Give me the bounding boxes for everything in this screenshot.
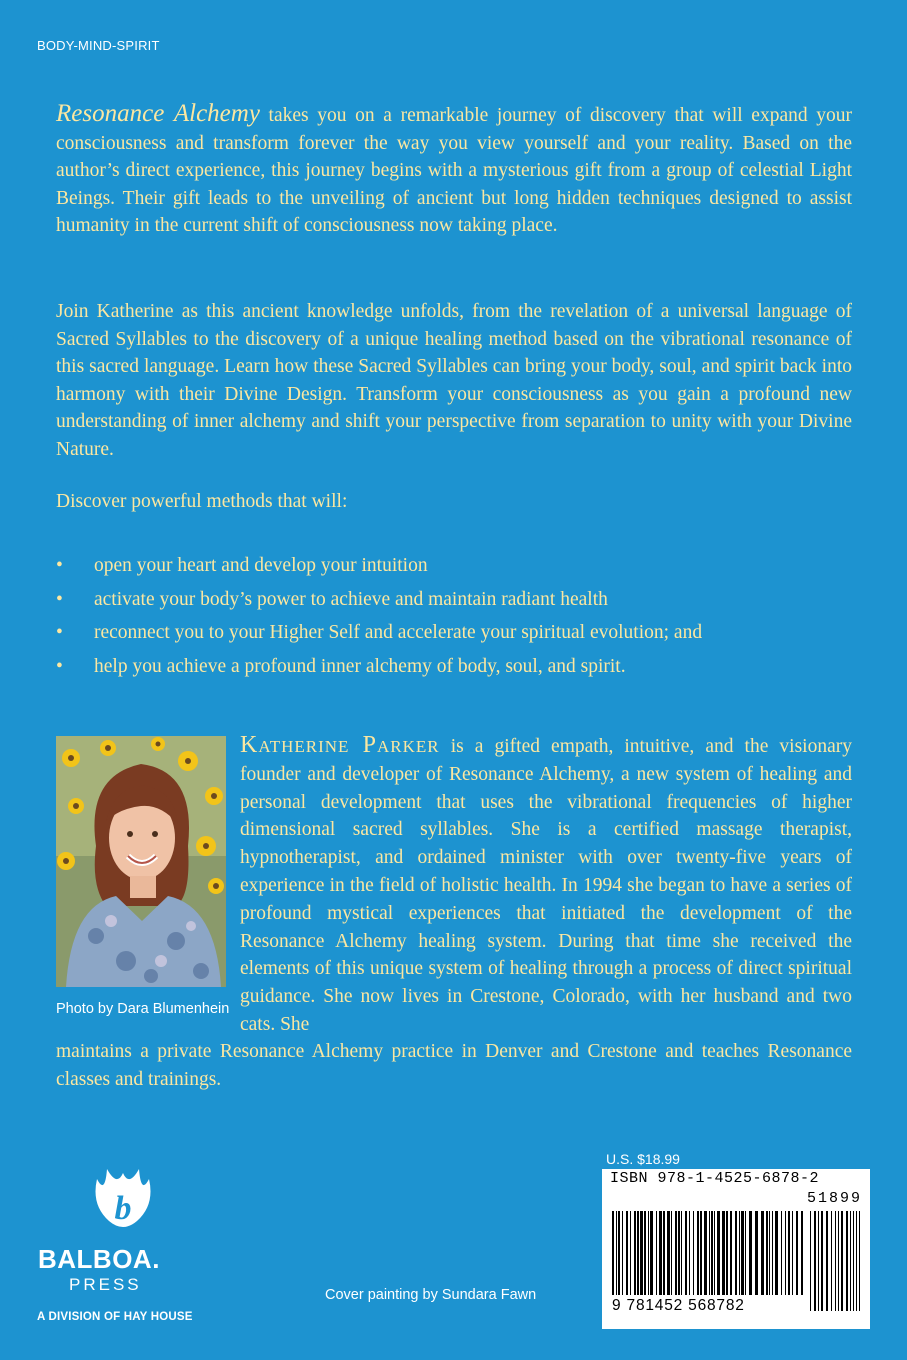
barcode-bar bbox=[730, 1211, 732, 1295]
lotus-icon bbox=[37, 1165, 207, 1245]
barcode-bar bbox=[644, 1211, 646, 1295]
barcode-addon-bar bbox=[846, 1211, 848, 1311]
barcode-bar bbox=[801, 1211, 803, 1295]
barcode-bar bbox=[792, 1211, 793, 1295]
barcode-bar bbox=[704, 1211, 707, 1295]
barcode-addon-bar bbox=[810, 1211, 811, 1311]
publisher-press: PRESS bbox=[69, 1275, 142, 1294]
barcode-bar bbox=[709, 1211, 710, 1295]
barcode-bar bbox=[755, 1211, 758, 1295]
barcode-bar bbox=[775, 1211, 778, 1295]
barcode-bar bbox=[678, 1211, 680, 1295]
author-photo-illustration bbox=[56, 736, 226, 987]
blurb-paragraph-1-text: takes you on a remarkable journey of discovery that will expand your consciousness and transform forever the way you view yourself and your reality. Based on the author’s direct experience, this journey begins with a mysterious gift from a group of celestial Light Beings. Their gift leads to the unveiling of ancient but long hidden techniques designed to assist humanity in the current shift of consciousness now taking place. bbox=[56, 105, 852, 236]
barcode-bar bbox=[637, 1211, 639, 1295]
author-name-rest: ATHERINE bbox=[258, 737, 350, 756]
barcode-addon-bar bbox=[831, 1211, 832, 1311]
barcode-bar bbox=[700, 1211, 702, 1295]
bullet-icon: • bbox=[56, 555, 63, 576]
photo-credit: Photo by Dara Blumenhein bbox=[56, 1001, 230, 1017]
barcode-bar bbox=[681, 1211, 682, 1295]
author-bio-continued: maintains a private Resonance Alchemy practice in Denver and Crestone and teaches Resonance classes and trainings. bbox=[56, 1041, 852, 1090]
barcode-addon-bar bbox=[826, 1211, 828, 1311]
barcode-bar bbox=[761, 1211, 764, 1295]
author-bio bbox=[240, 732, 852, 1039]
author-photo bbox=[56, 736, 226, 987]
barcode-addon-bar bbox=[859, 1211, 860, 1311]
publisher-division: A DIVISION OF HAY HOUSE bbox=[37, 1311, 193, 1323]
barcode-bar bbox=[630, 1211, 631, 1295]
barcode-digits: 9 781452 568782 bbox=[612, 1297, 745, 1314]
barcode-bar bbox=[717, 1211, 720, 1295]
book-title-italic: Resonance Alchemy bbox=[56, 100, 260, 127]
barcode-bar bbox=[612, 1211, 614, 1295]
logo-letter: b bbox=[114, 1190, 132, 1227]
barcode-bar bbox=[659, 1211, 662, 1295]
barcode-bar bbox=[735, 1211, 737, 1295]
list-item bbox=[56, 619, 702, 653]
barcode-bar bbox=[693, 1211, 694, 1295]
barcode-bar bbox=[675, 1211, 677, 1295]
barcode-bar bbox=[663, 1211, 665, 1295]
barcode-bar bbox=[616, 1211, 617, 1295]
barcode-addon-bar bbox=[838, 1211, 839, 1311]
blurb-paragraph-2: Join Katherine as this ancient knowledge unfolds, from the revelation of a universal language of Sacred Syllables to the discovery of a unique healing method based on the vibrational resonance of this sacred language. Learn how these Sacred Syllables can bring your body, soul, and spirit back into harmony with their Divine Design. Transform your consciousness as you gain a profound new understanding of inner alchemy and shift your perspective from separation to unity with your Divine Nature. bbox=[56, 301, 852, 460]
barcode-bar bbox=[667, 1211, 670, 1295]
barcode-bar bbox=[618, 1211, 620, 1295]
blurb-paragraph-1 bbox=[56, 100, 852, 240]
barcode-addon-bar bbox=[818, 1211, 819, 1311]
cover-credit: Cover painting by Sundara Fawn bbox=[325, 1287, 537, 1303]
barcode-bar bbox=[650, 1211, 653, 1295]
barcode-bar bbox=[739, 1211, 740, 1295]
barcode-addon-text: 51899 bbox=[806, 1190, 862, 1207]
barcode-addon-bar bbox=[814, 1211, 816, 1311]
barcode-bar bbox=[714, 1211, 715, 1295]
barcode-addon-bar bbox=[821, 1211, 823, 1311]
barcode-bar bbox=[726, 1211, 728, 1295]
list-item-text: open your heart and develop your intuition bbox=[94, 555, 428, 576]
author-surname-initial: P bbox=[362, 732, 378, 758]
barcode-bar bbox=[697, 1211, 699, 1295]
barcode-addon-bar bbox=[835, 1211, 836, 1311]
barcode-bar bbox=[781, 1211, 782, 1295]
barcode-bar bbox=[689, 1211, 690, 1295]
barcode-bar bbox=[671, 1211, 672, 1295]
bullet-icon: • bbox=[56, 655, 63, 677]
author-surname-rest: ARKER bbox=[377, 737, 440, 756]
list-item bbox=[56, 586, 702, 620]
list-item bbox=[56, 552, 702, 586]
barcode-bar bbox=[640, 1211, 643, 1295]
barcode-bar bbox=[749, 1211, 752, 1295]
list-item-text: reconnect you to your Higher Self and accelerate your spiritual evolution; and bbox=[94, 622, 703, 643]
barcode-bar bbox=[656, 1211, 657, 1295]
barcode-bar bbox=[772, 1211, 773, 1295]
barcode-bar bbox=[769, 1211, 770, 1295]
barcode-addon-bar bbox=[850, 1211, 851, 1311]
barcode-bar bbox=[648, 1211, 649, 1295]
list-item bbox=[56, 653, 702, 687]
barcode-addon-bar bbox=[853, 1211, 854, 1311]
barcode-bar bbox=[788, 1211, 790, 1295]
barcode bbox=[602, 1169, 870, 1329]
methods-list bbox=[56, 552, 702, 686]
barcode-addon-bar bbox=[841, 1211, 843, 1311]
author-bio-text: is a gifted empath, intuitive, and the visionary founder and developer of Resonance Alchemy, a new system of healing and personal development that uses the vibrational frequencies of higher dimensional sacred syllables. She is a certified massage therapist, hypnotherapist, and ordained minister with over twenty-five years of experience in the field of holistic health. In 1994 she began to have a series of profound mystical experiences that initiated the development of the Resonance Alchemy healing system. During that time she received the elements of this unique system of healing through a process of direct spiritual guidance. She now lives in Crestone, Colorado, with her husband and two cats. She bbox=[240, 736, 853, 1035]
isbn-text: ISBN 978-1-4525-6878-2 bbox=[610, 1170, 820, 1187]
genre-category-label: BODY-MIND-SPIRIT bbox=[37, 38, 160, 53]
list-item-text: activate your body’s power to achieve and maintain radiant health bbox=[94, 588, 608, 610]
publisher-name: BALBOA. bbox=[38, 1244, 160, 1274]
bullet-icon: • bbox=[56, 622, 63, 643]
barcode-bar bbox=[766, 1211, 768, 1295]
author-name-initial: K bbox=[240, 732, 259, 758]
barcode-addon-bar bbox=[856, 1211, 857, 1311]
barcode-bar bbox=[722, 1211, 725, 1295]
barcode-bar bbox=[745, 1211, 746, 1295]
barcode-bar bbox=[685, 1211, 687, 1295]
barcode-bar bbox=[634, 1211, 636, 1295]
price-label: U.S. $18.99 bbox=[606, 1151, 680, 1167]
methods-intro: Discover powerful methods that will: bbox=[56, 491, 348, 512]
barcode-bar bbox=[785, 1211, 786, 1295]
barcode-bar bbox=[626, 1211, 628, 1295]
bullet-icon: • bbox=[56, 588, 63, 610]
author-name bbox=[240, 732, 440, 758]
barcode-bar bbox=[622, 1211, 623, 1295]
barcode-bar bbox=[711, 1211, 713, 1295]
barcode-bar bbox=[741, 1211, 744, 1295]
list-item-text: help you achieve a profound inner alchemy of body, soul, and spirit. bbox=[94, 655, 626, 677]
barcode-bar bbox=[796, 1211, 798, 1295]
